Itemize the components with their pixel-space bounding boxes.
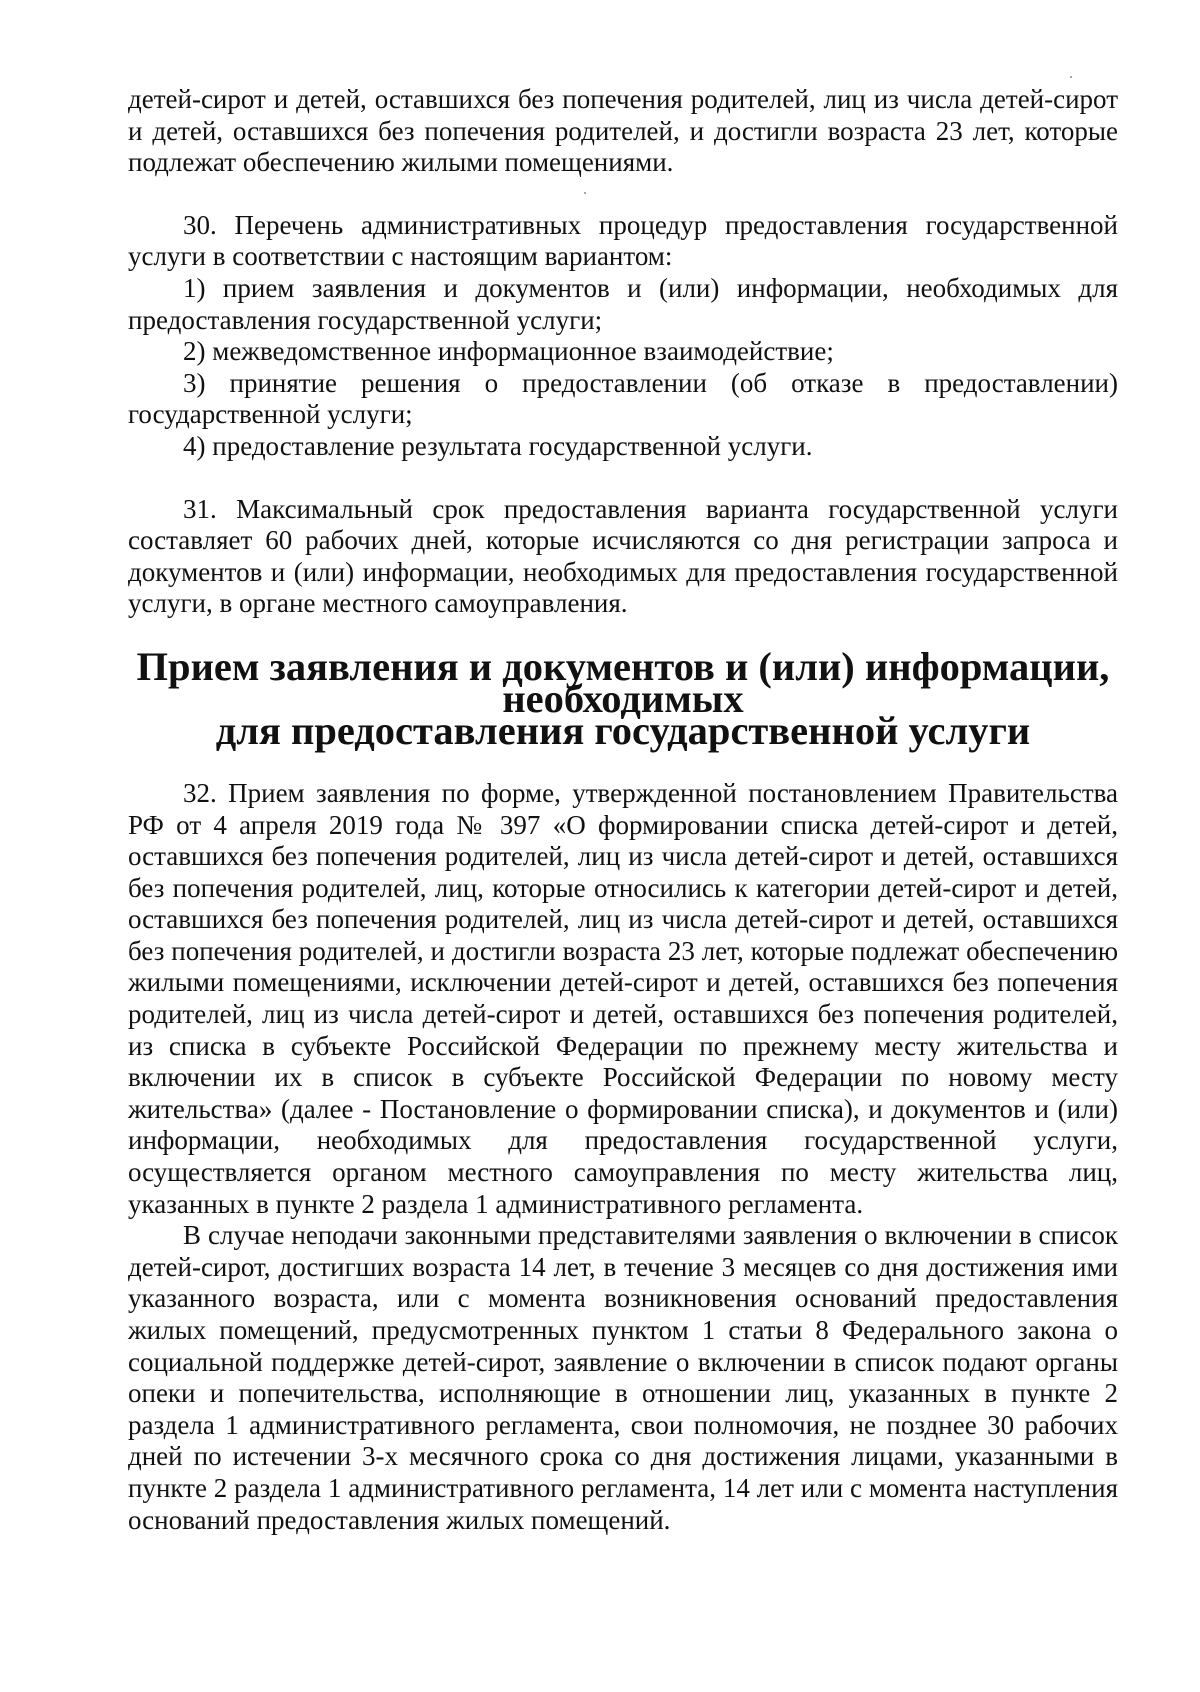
scan-speck — [1070, 76, 1072, 78]
section-30-lead: 30. Перечень административных процедур предоставления государственной услуги в соответствии с настоящим вариантом: — [128, 209, 1118, 272]
section-30-item-2: 2) межведомственное информационное взаимодействие; — [183, 336, 834, 367]
section-32 — [128, 778, 1118, 1536]
section-heading — [128, 643, 1118, 753]
section-30-item-4: 4) предоставление результата государственной услуги. — [183, 430, 813, 461]
paragraph-gap — [128, 463, 1118, 494]
section-heading-line-1: Прием заявления и документов и (или) информации, необходимых — [136, 643, 1110, 721]
section-31: 31. Максимальный срок предоставления варианта государственной услуги составляет 60 рабочих дней, которые исчисляются со дня регистрации запроса и документов и (или) информации, необходимых для предоставления государственной услуги, в органе местного самоуправления. — [128, 493, 1118, 619]
document-page — [128, 84, 1118, 1536]
paragraph-gap — [128, 179, 1118, 210]
section-30-item-1: 1) прием заявления и документов и (или) информации, необходимых для предоставления государственной услуги; — [128, 272, 1118, 335]
section-heading-line-2: для предоставления государственной услуги — [215, 707, 1031, 753]
section-32-paragraph-1: 32. Прием заявления по форме, утвержденной постановлением Правительства РФ от 4 апреля 2019 года № 397 «О формировании списка детей-сирот и детей, оставшихся без попечения родителей, лиц из числа детей-сирот и детей, оставшихся без попечения родителей, лиц, которые относились к категории детей-сирот и детей, оставшихся без попечения родителей, лиц из числа детей-сирот и детей, оставшихся без попечения родителей, и достигли возраста 23 лет, которые подлежат обеспечению жилыми помещениями, исключении детей-сирот и детей, оставшихся без попечения родителей, лиц из числа детей-сирот и детей, оставшихся без попечения родителей, из списка в субъекте Российской Федерации по прежнему месту жительства и включении их в список в субъекте Российской Федерации по новому месту жительства» (далее - Постановление о формировании списка), и документов и (или) информации, необходимых для предоставления государственной услуги, осуществляется органом местного самоуправления по месту жительства лиц, указанных в пункте 2 раздела 1 административного регламента. — [128, 777, 1118, 1219]
section-30-item-3: 3) принятие решения о предоставлении (об отказе в предоставлении) государственной услуги; — [128, 367, 1118, 430]
section-30 — [128, 210, 1118, 463]
section-32-paragraph-2: В случае неподачи законными представителями заявления о включении в список детей-сирот, достигших возраста 14 лет, в течение 3 месяцев со дня достижения ими указанного возраста, или с момента возникновения оснований предоставления жилых помещений, предусмотренных пунктом 1 статьи 8 Федерального закона о социальной поддержке детей-сирот, заявление о включении в список подают органы опеки и попечительства, исполняющие в отношении лиц, указанных в пункте 2 раздела 1 административного регламента, свои полномочия, не позднее 30 рабочих дней по истечении 3-х месячного срока со дня достижения лицами, указанными в пункте 2 раздела 1 административного регламента, 14 лет или с момента наступления оснований предоставления жилых помещений. — [128, 1220, 1118, 1535]
intro-paragraph: детей-сирот и детей, оставшихся без попечения родителей, лиц из числа детей-сирот и детей, оставшихся без попечения родителей, и достигли возраста 23 лет, которые подлежат обеспечению жилыми помещениями. — [128, 84, 1118, 178]
